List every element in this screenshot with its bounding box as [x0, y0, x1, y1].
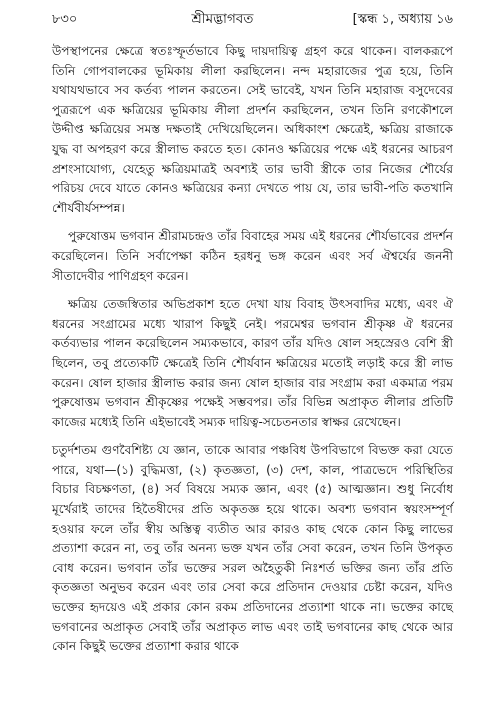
paragraph-4: চতুর্দশতম গুণবৈশিষ্ট্য যে জ্ঞান, তাকে আবার পঞ্চবিধ উপবিভাগে বিভক্ত করা যেতে পারে, যথা—(১) বুদ্ধিমত্তা, (২) কৃতজ্ঞতা, (৩) দেশ, কাল, পাত্রভেদে পরিস্থিতির বিচার বিচক্ষণতা, (৪) সর্ব বিষয়ে সম্যক জ্ঞান, এবং (৫) আত্মজ্ঞান। শুধু নির্বোধ মূর্খেরাই তাদের হিতৈষীদের প্রতি অকৃতজ্ঞ হয়ে থাকে। অবশ্য ভগবান স্বয়ংসম্পূর্ণ হওয়ার ফলে তাঁর স্বীয় অস্তিত্ব ব্যতীত আর কারও কাছ থেকে কোন কিছু লাভের প্রত্যাশা করেন না, তবু তাঁর অনন্য ভক্ত যখন তাঁর সেবা করেন, তখন তিনি উপকৃত বোধ করেন। ভগবান তাঁর ভক্তের সরল অহৈতুকী নিঃশর্ত ভক্তির জন্য তাঁর প্রতি কৃতজ্ঞতা অনুভব করেন এবং তার সেবা করে প্রতিদান দেওয়ার চেষ্টা করেন, যদিও ভক্তের হৃদয়েও এই প্রকার কোন রকম প্রতিদানের প্রত্যাশা থাকে না। ভক্তের কাছে ভগবানের অপ্রাকৃত সেবাই তাঁর অপ্রাকৃত লাভ এবং তাই ভগবানের কাছ থেকে আর কোন কিছুই ভক্তের প্রত্যাশা করার থাকে — [52, 443, 453, 654]
paragraph-2: পুরুষোত্তম ভগবান শ্রীরামচন্দ্রও তাঁর বিবাহের সময় এই ধরনের শৌর্যভাবের প্রদর্শন করেছিলেন। তিনি সর্বাপেক্ষা কঠিন হরধনু ভঙ্গ করেন এবং সর্ব ঐশ্বর্যের জননী সীতাদেবীর পাণিগ্রহণ করেন। — [52, 229, 453, 283]
page-header — [52, 8, 453, 30]
paragraph-3: ক্ষত্রিয় তেজস্বিতার অভিপ্রকাশ হতে দেখা যায় বিবাহ উৎসবাদির মধ্যে, এবং ঐ ধরনের সংগ্রামের মধ্যে খারাপ কিছুই নেই। পরমেশ্বর ভগবান শ্রীকৃষ্ণ ঐ ধরনের কর্তব্যভার পালন করেছিলেন সম্যকভাবে, কারণ তাঁর যদিও ষোল সহস্রেরও বেশি স্ত্রী ছিলেন, তবু প্রত্যেকটি ক্ষেত্রেই তিনি শৌর্যবান ক্ষত্রিয়ের মতোই লড়াই করে স্ত্রী লাভ করেন। ষোল হাজার স্ত্রীলাভ করার জন্য ষোল হাজার বার সংগ্রাম করা একমাত্র পরম পুরুষোত্তম ভগবান শ্রীকৃষ্ণের পক্ষেই সম্ভবপর। তাঁর বিভিন্ন অপ্রাকৃত লীলার প্রতিটি কাজের মধ্যেই তিনি এইভাবেই সম্যক দায়িত্ব-সচেতনতার স্বাক্ষর রেখেছেন। — [52, 297, 453, 429]
paragraph-1: উপস্থাপনের ক্ষেত্রে স্বতঃস্ফূর্তভাবে কিছু দায়দায়িত্ব গ্রহণ করে থাকেন। বালকরূপে তিনি গোপবালকের ভূমিকায় লীলা করছিলেন। নন্দ মহারাজের পুত্র হয়ে, তিনি যথাযথভাবে সব কর্তব্য পালন করতেন। সেই ভাবেই, যখন তিনি মহারাজ বসুদেবের পুত্ররূপে এক ক্ষত্রিয়ের ভূমিকায় লীলা প্রদর্শন করছিলেন, তখন তিনি রণকৌশলে উদ্দীপ্ত ক্ষত্রিয়ের সমস্ত দক্ষতাই দেখিয়েছিলেন। অধিকাংশ ক্ষেত্রেই, ক্ষত্রিয় রাজাকে যুদ্ধ বা অপহরণ করে স্ত্রীলাভ করতে হত। কোনও ক্ষত্রিয়ের পক্ষে এই ধরনের আচরণ প্রশংসাযোগ্য, যেহেতু ক্ষত্রিয়মাত্রই অবশ্যই তার ভাবী স্ত্রীকে তার নিজের শৌর্যের পরিচয় দেবে যাতে কোনও ক্ষত্রিয়ের কন্যা দেখতে পায় যে, তার ভাবী-পতি কতখানি শৌর্যবীর্যসম্পন্ন। — [52, 44, 453, 215]
section-label: [স্কন্ধ ১, অধ্যায় ১৬ — [352, 12, 453, 27]
book-title: শ্রীমদ্ভাগবত — [191, 11, 254, 27]
page-number: ৮৩০ — [52, 12, 78, 27]
page-body — [52, 42, 453, 657]
